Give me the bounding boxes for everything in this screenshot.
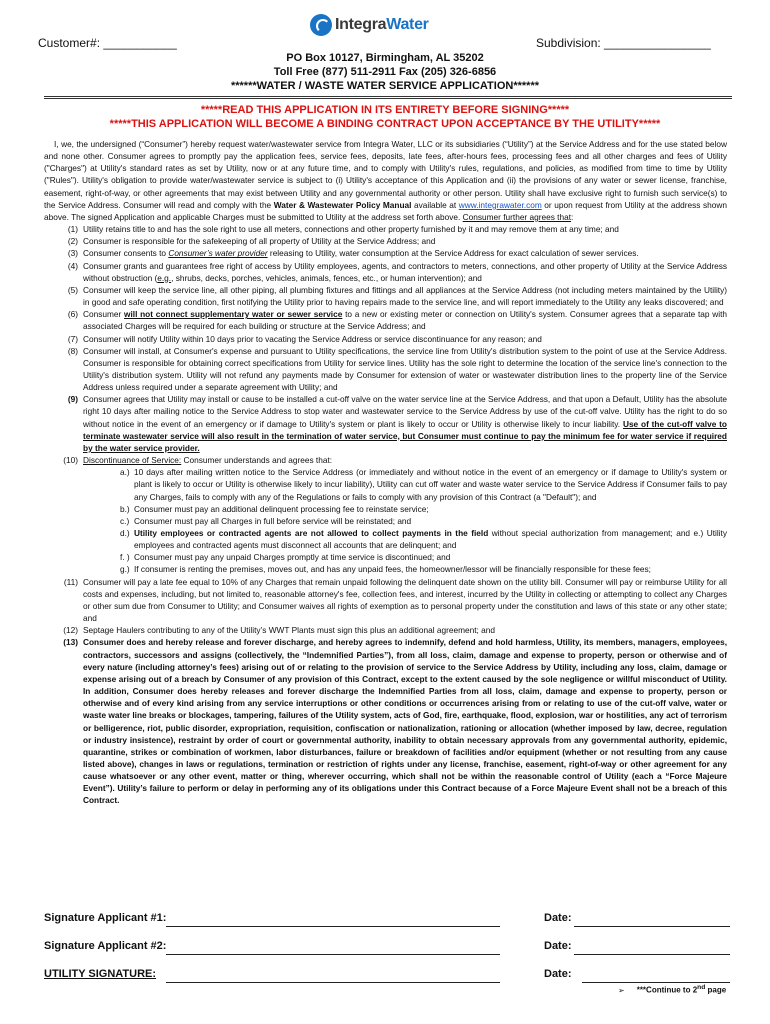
company-phone: Toll Free (877) 511-2911 Fax (205) 326-6856: [273, 66, 497, 78]
company-address: PO Box 10127, Birmingham, AL 35202: [286, 52, 484, 64]
customer-number-field: Customer#: ___________: [38, 36, 177, 50]
integra-water-logo: [310, 14, 429, 36]
date2-line[interactable]: [574, 954, 730, 955]
date1-line[interactable]: [574, 926, 730, 927]
form-title: ******WATER / WASTE WATER SERVICE APPLICATION******: [230, 80, 540, 92]
subitem-f: f. ) Consumer must pay any unpaid Charges promptly at time service is discontinued; and: [120, 552, 451, 563]
water-drop-icon: [310, 14, 332, 36]
date2-label: Date:: [544, 940, 572, 952]
logo-text: IntegraWater: [335, 16, 429, 33]
term-item-7: (7) Consumer will notify Utility within 10 days prior to vacating the Service Address or service discontinuance for any reason; and: [67, 333, 542, 344]
term-item-11: (11) Consumer will pay a late fee equal to 10% of any Charges that remain unpaid following the delinquent date shown on the utility bill. Consumer will pay or reimburse Utility for all costs and expenses, including, but not limited to, reasonable attorney's fee, collection fees, and interest, incurred by the Utility in collecting or attempting to collect any Charges or other sum due from Consumer to Utility; and Consumer waives all rights of exemption as to personal property under the constitution and laws of this state or any other state; and: [63, 576, 727, 624]
arrow-icon: ➢: [618, 985, 625, 995]
warning-read: *****READ THIS APPLICATION IN ITS ENTIRETY BEFORE SIGNING*****: [200, 104, 570, 116]
applicant2-signature-line[interactable]: [166, 954, 500, 955]
subitem-c: c.) Consumer must pay all Charges in full before service will be reinstated; and: [120, 515, 412, 526]
subitem-a: a.) 10 days after mailing written notice to the Service Address (or immediately and without notice in the event of an emergency or if damage to Utility's system or plant is likely to occur or Utility is otherwise likely to incur liability), Utility can cut off water and waste water service to the Service Address if Consumer fails to pay any Charges, fails to comply with any of the Regulations or fails to comply with any provision of this Contract (a "Default"); and: [120, 467, 727, 502]
term-item-13: (13) Consumer does and hereby release and forever discharge, and hereby agrees to indemnify, defend and hold harmless, Utility, its members, managers, employees, contractors, successors and assigns (collectively, the “Indemnified Parties”), from all loss, claim, damage and expense to property, person or otherwise and of every nature (including attorney’s fees) arising out of or relating to the provision of service to the Service Address by Utility, including any loss, claim, damage or expense arising out of a breach by Consumer of any provision of this Contract, except to the extent caused by the sole negligence or willful misconduct of Utility. In addition, Consumer does hereby releases and forever discharge the Indemnified Parties from all loss, claim, damage and expense to property, person or otherwise and of every kind arising from any service interruptions or other conditions or occurrences arising from or relating to use of the cut-off valve, water or waste water line breaks or blockages, tampering, failures of the Utility system, acts of God, fire, earthquake, flood, explosion, war or hostilities, any act of terrorism or belligerence, riot, public disorder, expropriation, requisition, confiscation or nationalization, rationing or allocation (whether imposed by law, decree, regulation or industry insistence), restraint by order of court or governmental authority, inability to obtain necessary approvals from any governmental authority, epidemic, quarantine, strikes or combination of workmen, labor disturbances, failure or breakdown of facilities and/or equipment (whether or not resulting from any cause listed above), changes in laws or regulations, termination or restriction of rights under any license, franchise, easement, right-of-way or other agreement for any cause whatsoever or any other event, matter or thing, wherever occurring, which shall not be within the reasonable control of Utility (each a “Force Majeure Event”). Utility’s failure to perform or delay in performing any of its obligations under this Contract because of a Force Majeure Event shall not be a breach of this Contract.: [63, 637, 727, 806]
term-item-9: (9) Consumer agrees that Utility may install or cause to be installed a cut-off valve on the water service line at the Service Address, and that upon a Default, Utility has the absolute right 10 days after mailing notice to the Service Address to stop water and wastewater service to the Service Address by use of the cut-off valve. Utility has the right to do so without notice in the event of an emergency or if damage to Utility's system or plant is likely to occur or Utility is otherwise likely to incur liability. Use of the cut-off valve to terminate wastewater service will also result in the termination of water service, but Consumer must continue to pay the minimum fee for water service if required by the water service provider.: [67, 394, 727, 453]
warning-binding: *****THIS APPLICATION WILL BECOME A BINDING CONTRACT UPON ACCEPTANCE BY THE UTILITY*****: [109, 118, 661, 130]
subitem-b: b.) Consumer must pay an additional delinquent processing fee to reinstate service;: [120, 503, 429, 514]
date3-line[interactable]: [582, 982, 730, 983]
term-item-10: (10) Discontinuance of Service: Consumer understands and agrees that:: [63, 455, 333, 466]
term-item-6: (6) Consumer will not connect supplementary water or sewer service to a new or existing meter or connection on Utility's system. Consumer agrees that a separate tap with associated Charges will be required for each building or structure at the Service Address; and: [67, 309, 728, 332]
website-link[interactable]: www.integrawater.com: [458, 199, 542, 210]
term-item-5: (5) Consumer will keep the service line, all other piping, all plumbing fixtures and fittings and all appliances at the Service Address (not including meters maintained by the Utility) in good and safe operating condition, first notifying the Utility prior to having repairs made to the service line, and will report immediately to the Utility any leaks discovered; and: [67, 284, 727, 308]
divider: [44, 96, 732, 99]
terms-body: [44, 138, 727, 807]
utility-signature-label: UTILITY SIGNATURE:: [44, 968, 157, 980]
intro-paragraph: I, we, the undersigned (“Consumer”) hereby request water/wastewater service from Integra Water, LLC or its subsidiaries (“Utility”) at the Service Address and for the use stated below and none other. Consumer agrees to promptly pay the application fees, service fees, deposits, late fees, after-hours fees, processing fees and all other charges and fees of Utility ("Charges") at Utility's standard rates as set by Utility, now or at any future time, and to comply with Utility's rules, regulations, and policies, as modified from time to time by Utility ("Rules"). Utility's obligation to provide water/wastewater service is subject to (i) Utility's acceptance of this Application and (ii) the provisions of any water or sewer license, franchise, easement, right-of-way, or other agreements that may exist between Utility and any governmental authority or other person. Utility shall have exclusive right to furnish such service(s) to the Service Address. Consumer will read and comply with the Water & Wastewater Policy Manual available at www.integrawater.com or upon request from Utility at the address shown above. The signed Application and applicable Charges must be submitted to Utility at the address set forth above. Consumer further agrees that:: [44, 139, 727, 222]
discontinuance-subitems: [44, 466, 727, 575]
applicant1-signature-line[interactable]: [166, 926, 500, 927]
subdivision-field: Subdivision: ________________: [536, 36, 711, 50]
term-item-12: (12) Septage Haulers contributing to any of the Utility’s WWT Plants must sign this plus an additional agreement; and: [63, 625, 495, 636]
subitem-d: d.) Utility employees or contracted agents are not allowed to collect payments in the field without special authorization from management; and e.) Utility employees and contracted agents must disconnect all accounts that are delinquent; and: [120, 528, 727, 551]
term-item-4: (4) Consumer grants and guarantees free right of access by Utility employees, agents, and contractors to meters, connections, and other property of Utility at the Service Address without obstruction (e.g., shrubs, decks, porches, vehicles, animals, fences, etc., or human intervention); and: [67, 260, 727, 283]
date1-label: Date:: [544, 912, 572, 924]
date3-label: Date:: [544, 968, 572, 980]
term-item-3: (3) Consumer consents to Consumer’s water provider releasing to Utility, water consumption at the Service Address for exact calculation of sewer services.: [67, 248, 639, 259]
terms-list-continued: [44, 576, 727, 807]
term-item-2: (2) Consumer is responsible for the safekeeping of all property of Utility at the Service Address; and: [67, 236, 436, 247]
terms-list: [44, 223, 727, 466]
utility-signature-line[interactable]: [166, 982, 500, 983]
term-item-1: (1) Utility retains title to and has the sole right to use all meters, connections and other property furnished by it and may remove them at any time; and: [67, 224, 619, 235]
term-item-8: (8) Consumer will install, at Consumer's expense and pursuant to Utility specifications, the service line from Utility's distribution system to the point of use at the Service Address. Consumer is responsible for obtaining correct specifications from Utility for service lines. Utility has the sole right to determine the location of the service line's connection to the Utility's distribution system. Utility will not refund any payments made by Consumer for extension of water or wastewater distribution lines to the property line of the Service Address unless required under a separate agreement with Utility; and: [67, 345, 727, 393]
continue-note: ➢ ***Continue to 2nd page: [618, 984, 727, 995]
subitem-g: g.) If consumer is renting the premises, moves out, and has any unpaid fees, the homeowner/lessor will be financially responsible for these fees;: [120, 564, 651, 575]
policy-manual-name: Water & Wastewater Policy Manual: [273, 199, 412, 210]
applicant1-label: Signature Applicant #1:: [44, 912, 167, 924]
applicant2-label: Signature Applicant #2:: [44, 940, 167, 952]
